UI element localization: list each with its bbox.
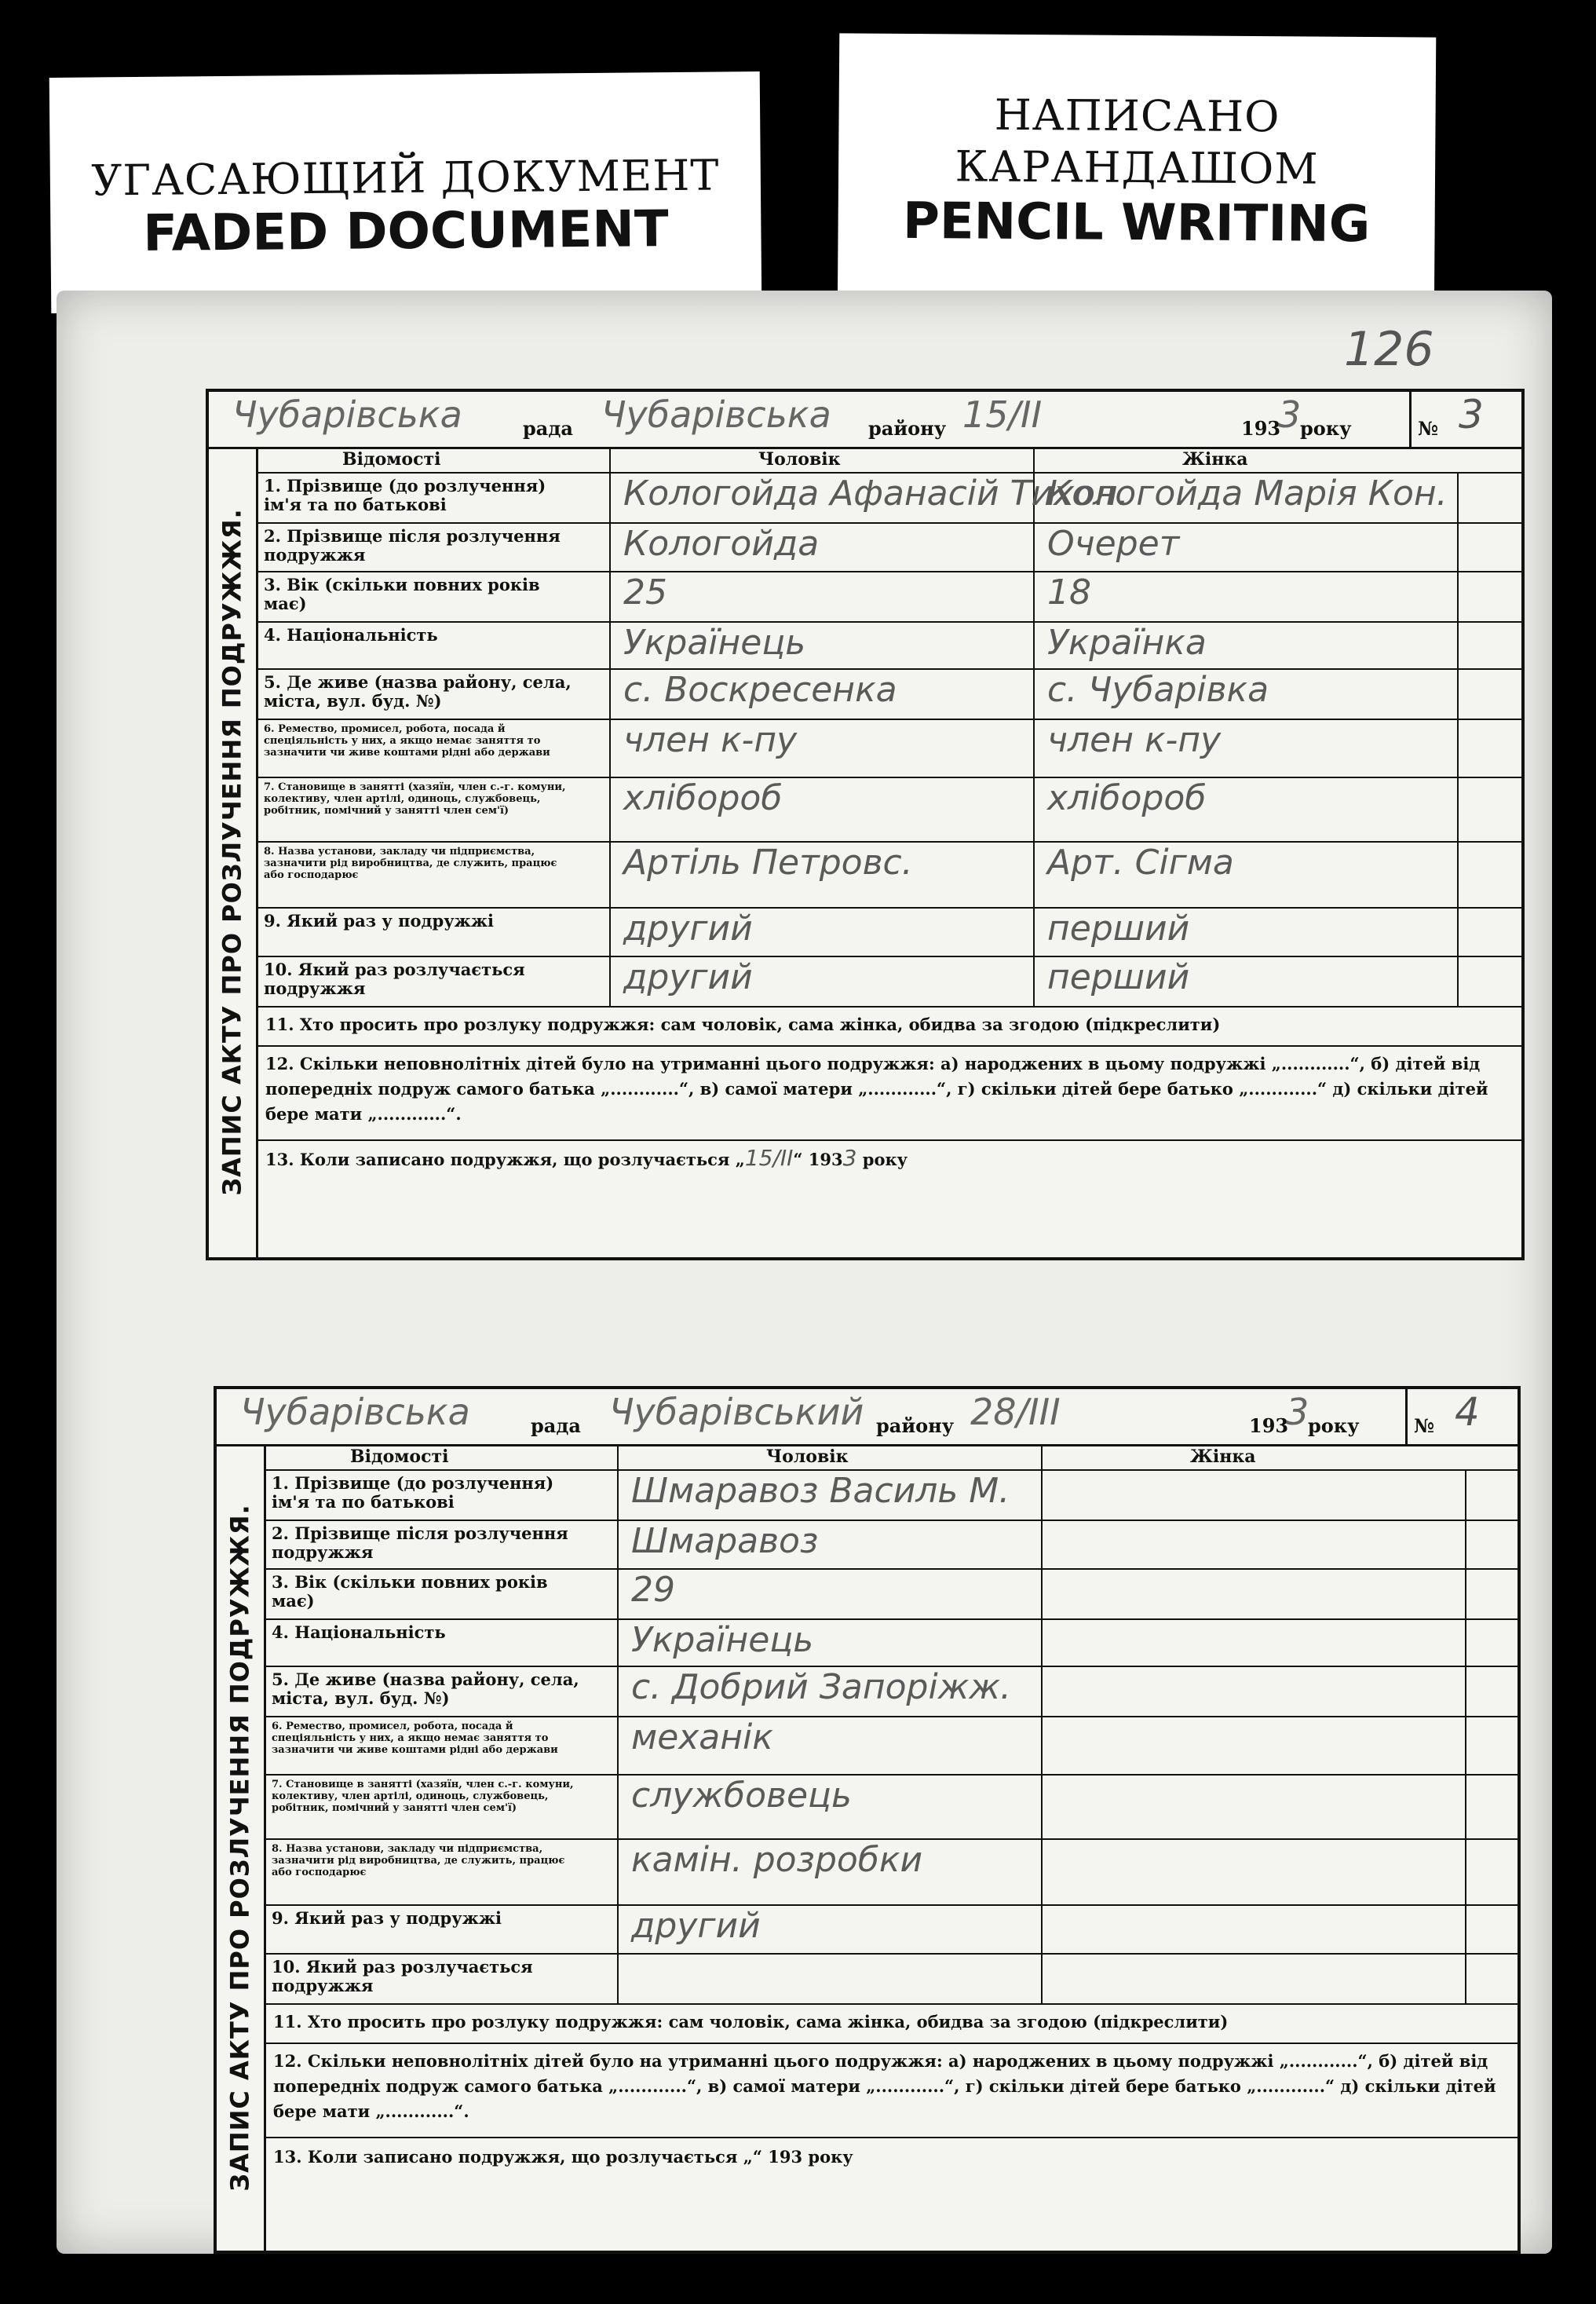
woman-answer: Українка bbox=[1047, 623, 1207, 663]
record-row-2 bbox=[256, 524, 1521, 572]
man-answer: механік bbox=[631, 1717, 773, 1757]
question-11: 11. Хто просить про розлуку подружжя: сам чоловік, сама жінка, обидва за згодою (підкреслити) bbox=[264, 2005, 1517, 2044]
record-number: 4 bbox=[1455, 1389, 1480, 1435]
question-label: 5. Де живе (назва району, села, міста, вул. буд. №) bbox=[264, 672, 572, 711]
col-woman-header: Жінка bbox=[1182, 449, 1248, 470]
question-label: 9. Який раз у подружжі bbox=[264, 911, 495, 931]
col-man-header: Чоловік bbox=[766, 1446, 849, 1467]
man-answer: службовець bbox=[631, 1776, 852, 1816]
question-label: 1. Прізвище (до розлучення) ім'я та по батькові bbox=[264, 476, 546, 514]
rada-label: рада bbox=[531, 1414, 581, 1437]
record-grid bbox=[264, 1444, 1517, 2178]
question-label: 7. Становище в занятті (хазяїн, член с.-г. комуни, колективу, член артілі, одиноць, службовець, робітник, помічний у занятті член сем'ї) bbox=[264, 781, 566, 817]
number-label: № bbox=[1418, 417, 1439, 440]
pencil-label-en: PENCIL WRITING bbox=[902, 192, 1371, 254]
form-header bbox=[217, 1389, 1517, 1446]
question-label: 9. Який раз у подружжі bbox=[272, 1908, 502, 1928]
man-answer: другий bbox=[623, 909, 753, 949]
vertical-title bbox=[217, 1444, 266, 2251]
question-label: 2. Прізвище після розлучення подружжя bbox=[264, 526, 561, 565]
man-answer: Українець bbox=[623, 623, 806, 663]
question-label: 4. Національність bbox=[264, 625, 438, 645]
rada-value: Чубарівська bbox=[232, 393, 462, 436]
record-row-8 bbox=[256, 843, 1521, 909]
vertical-title bbox=[209, 447, 258, 1257]
question-label: 2. Прізвище після розлучення подружжя bbox=[272, 1523, 568, 1562]
record-row-6 bbox=[264, 1717, 1517, 1776]
record-row-1 bbox=[256, 474, 1521, 524]
man-answer: другий bbox=[631, 1906, 761, 1946]
question-label: 6. Ремество, промисел, робота, посада й спеціяльність у них, а якщо немає заняття то зазначити чи живе коштами рідні або держави bbox=[264, 723, 550, 759]
vertical-title-text: ЗАПИС АКТУ ПРО РОЗЛУЧЕННЯ ПОДРУЖЖЯ. bbox=[225, 1503, 255, 2192]
record-row-5 bbox=[264, 1667, 1517, 1717]
record-row-4 bbox=[256, 623, 1521, 670]
q13-label: 13. Коли записано подружжя, що розлучається „ bbox=[265, 1150, 745, 1169]
divorce-record-2 bbox=[214, 1386, 1521, 2254]
col-info-header: Відомості bbox=[350, 1446, 449, 1467]
record-row-4 bbox=[264, 1620, 1517, 1667]
woman-answer bbox=[1041, 1776, 1479, 1838]
roku-label: року bbox=[1300, 417, 1352, 440]
q13-label: 13. Коли записано подружжя, що розлучається „ bbox=[273, 2147, 753, 2167]
question-13 bbox=[264, 2138, 1517, 2178]
roku-label: року bbox=[1308, 1414, 1360, 1437]
record-row-5 bbox=[256, 670, 1521, 720]
raion-label: району bbox=[876, 1414, 955, 1437]
question-label: 6. Ремество, промисел, робота, посада й спеціяльність у них, а якщо немає заняття то зазначити чи живе коштами рідні або держави bbox=[272, 1721, 558, 1756]
raion-value: Чубарівська bbox=[601, 393, 831, 436]
woman-answer bbox=[1041, 1471, 1479, 1520]
column-headers bbox=[264, 1444, 1517, 1471]
date-value: 28/III bbox=[970, 1391, 1061, 1433]
question-12: 12. Скільки неповнолітніх дітей було на утриманні цього подружжя: а) народжених в цьому подружжі „............“, б) дітей від попередніх подруж самого батька „............“, в) самої матери „............“, г) скільки дітей бере батько „............“ д) скільки дітей бере мати „............“. bbox=[256, 1047, 1521, 1141]
man-answer: с. Воскресенка bbox=[623, 670, 897, 710]
question-label: 3. Вік (скільки повних років має) bbox=[264, 575, 540, 613]
col-woman-header: Жінка bbox=[1190, 1446, 1256, 1467]
q13-year: 3 bbox=[842, 1145, 857, 1171]
question-label: 3. Вік (скільки повних років має) bbox=[272, 1572, 548, 1611]
woman-answer: хлібороб bbox=[1047, 778, 1207, 818]
vertical-title-text: ЗАПИС АКТУ ПРО РОЗЛУЧЕННЯ ПОДРУЖЖЯ. bbox=[217, 508, 247, 1196]
q13-roku: року bbox=[856, 1150, 908, 1169]
rada-label: рада bbox=[523, 417, 573, 440]
faded-label-en: FADED DOCUMENT bbox=[143, 200, 669, 263]
record-number-box bbox=[1409, 392, 1521, 447]
pencil-label-ru-1: НАПИСАНО bbox=[994, 90, 1280, 142]
pencil-writing-label bbox=[838, 33, 1437, 327]
woman-answer: Кологойда Марія Кон. bbox=[1047, 474, 1448, 514]
record-row-2 bbox=[264, 1521, 1517, 1570]
column-divider bbox=[609, 447, 611, 472]
man-answer: 29 bbox=[631, 1570, 675, 1610]
divorce-record-1 bbox=[206, 389, 1525, 1260]
question-label: 1. Прізвище (до розлучення) ім'я та по батькові bbox=[272, 1473, 554, 1512]
q13-year-label: “ 193 bbox=[793, 1150, 843, 1169]
man-answer: хлібороб bbox=[623, 778, 783, 818]
faded-document-label bbox=[49, 71, 762, 313]
raion-label: району bbox=[868, 417, 947, 440]
year-digit: 3 bbox=[1278, 393, 1302, 436]
faded-label-ru: УГАСАЮЩИЙ ДОКУМЕНТ bbox=[91, 150, 720, 206]
man-answer: Артіль Петровс. bbox=[623, 843, 913, 883]
man-answer: 25 bbox=[623, 572, 667, 613]
number-label: № bbox=[1414, 1414, 1435, 1437]
woman-answer: с. Чубарівка bbox=[1047, 670, 1269, 710]
woman-answer bbox=[1041, 1620, 1479, 1666]
question-label: 4. Національність bbox=[272, 1622, 446, 1642]
raion-value: Чубарівський bbox=[609, 1391, 864, 1433]
rada-value: Чубарівська bbox=[240, 1391, 470, 1433]
record-row-3 bbox=[256, 572, 1521, 623]
woman-answer bbox=[1041, 1840, 1479, 1904]
record-grid bbox=[256, 447, 1521, 1180]
man-answer: Кологойда bbox=[623, 524, 820, 564]
year-label: 193 bbox=[1241, 417, 1281, 440]
man-answer bbox=[617, 1955, 1055, 2003]
col-man-header: Чоловік bbox=[758, 449, 841, 470]
question-label: 8. Назва установи, закладу чи підприємства, зазначити рід виробництва, де служить, працює або господарює bbox=[272, 1843, 565, 1878]
woman-answer bbox=[1041, 1717, 1479, 1774]
record-row-6 bbox=[256, 720, 1521, 778]
man-answer: член к-пу bbox=[623, 720, 798, 760]
record-row-10 bbox=[264, 1955, 1517, 2005]
man-answer: камін. розробки bbox=[631, 1840, 923, 1880]
record-row-9 bbox=[256, 909, 1521, 957]
man-answer: Шмаравоз bbox=[631, 1521, 819, 1561]
form-header bbox=[209, 392, 1521, 449]
question-11: 11. Хто просить про розлуку подружжя: сам чоловік, сама жінка, обидва за згодою (підкреслити) bbox=[256, 1008, 1521, 1047]
col-info-header: Відомості bbox=[342, 449, 441, 470]
woman-answer bbox=[1041, 1570, 1479, 1618]
woman-answer: член к-пу bbox=[1047, 720, 1222, 760]
man-answer: Українець bbox=[631, 1620, 814, 1660]
q13-roku: року bbox=[802, 2147, 853, 2167]
record-row-10 bbox=[256, 957, 1521, 1008]
register-sheet bbox=[57, 291, 1552, 2254]
woman-answer bbox=[1041, 1521, 1479, 1568]
record-row-7 bbox=[256, 778, 1521, 843]
column-divider bbox=[617, 1444, 619, 1469]
record-number: 3 bbox=[1459, 392, 1484, 437]
question-label: 10. Який раз розлучається подружжя bbox=[272, 1957, 533, 1995]
woman-answer: перший bbox=[1047, 957, 1190, 997]
q13-date: 15/II bbox=[744, 1145, 794, 1171]
column-headers bbox=[256, 447, 1521, 474]
man-answer: другий bbox=[623, 957, 753, 997]
question-label: 8. Назва установи, закладу чи підприємства, зазначити рід виробництва, де служить, працює або господарює bbox=[264, 846, 557, 881]
question-12: 12. Скільки неповнолітніх дітей було на утриманні цього подружжя: а) народжених в цьому подружжі „............“, б) дітей від попередніх подруж самого батька „............“, в) самої матери „............“, г) скільки дітей бере батько „............“ д) скільки дітей бере мати „............“. bbox=[264, 2044, 1517, 2138]
pencil-label-ru-2: КАРАНДАШОМ bbox=[955, 141, 1319, 194]
record-row-8 bbox=[264, 1840, 1517, 1906]
record-number-box bbox=[1405, 1389, 1517, 1444]
woman-answer: Очерет bbox=[1047, 524, 1180, 564]
date-value: 15/II bbox=[962, 393, 1043, 436]
man-answer: Шмаравоз Василь М. bbox=[631, 1471, 1010, 1511]
year-label: 193 bbox=[1249, 1414, 1289, 1437]
q13-year-label: “ 193 bbox=[752, 2147, 803, 2167]
woman-answer: Арт. Сігма bbox=[1047, 843, 1234, 883]
question-13 bbox=[256, 1141, 1521, 1180]
record-row-7 bbox=[264, 1776, 1517, 1840]
woman-answer bbox=[1041, 1955, 1479, 2003]
woman-answer: 18 bbox=[1047, 572, 1091, 613]
woman-answer: перший bbox=[1047, 909, 1190, 949]
woman-answer bbox=[1041, 1906, 1479, 1953]
man-answer: с. Добрий Запоріжж. bbox=[631, 1667, 1011, 1707]
record-row-3 bbox=[264, 1570, 1517, 1620]
year-digit: 3 bbox=[1286, 1391, 1309, 1433]
question-label: 10. Який раз розлучається подружжя bbox=[264, 960, 525, 998]
woman-answer bbox=[1041, 1667, 1479, 1716]
record-row-1 bbox=[264, 1471, 1517, 1521]
record-row-9 bbox=[264, 1906, 1517, 1955]
question-label: 7. Становище в занятті (хазяїн, член с.-г. комуни, колективу, член артілі, одиноць, службовець, робітник, помічний у занятті член сем'ї) bbox=[272, 1779, 574, 1814]
sheet-number: 126 bbox=[1344, 322, 1434, 377]
question-label: 5. Де живе (назва району, села, міста, вул. буд. №) bbox=[272, 1669, 579, 1708]
column-divider bbox=[1041, 1444, 1043, 1469]
man-answer: Кологойда Афанасій Тихон. bbox=[623, 474, 1129, 514]
column-divider bbox=[1033, 447, 1035, 472]
